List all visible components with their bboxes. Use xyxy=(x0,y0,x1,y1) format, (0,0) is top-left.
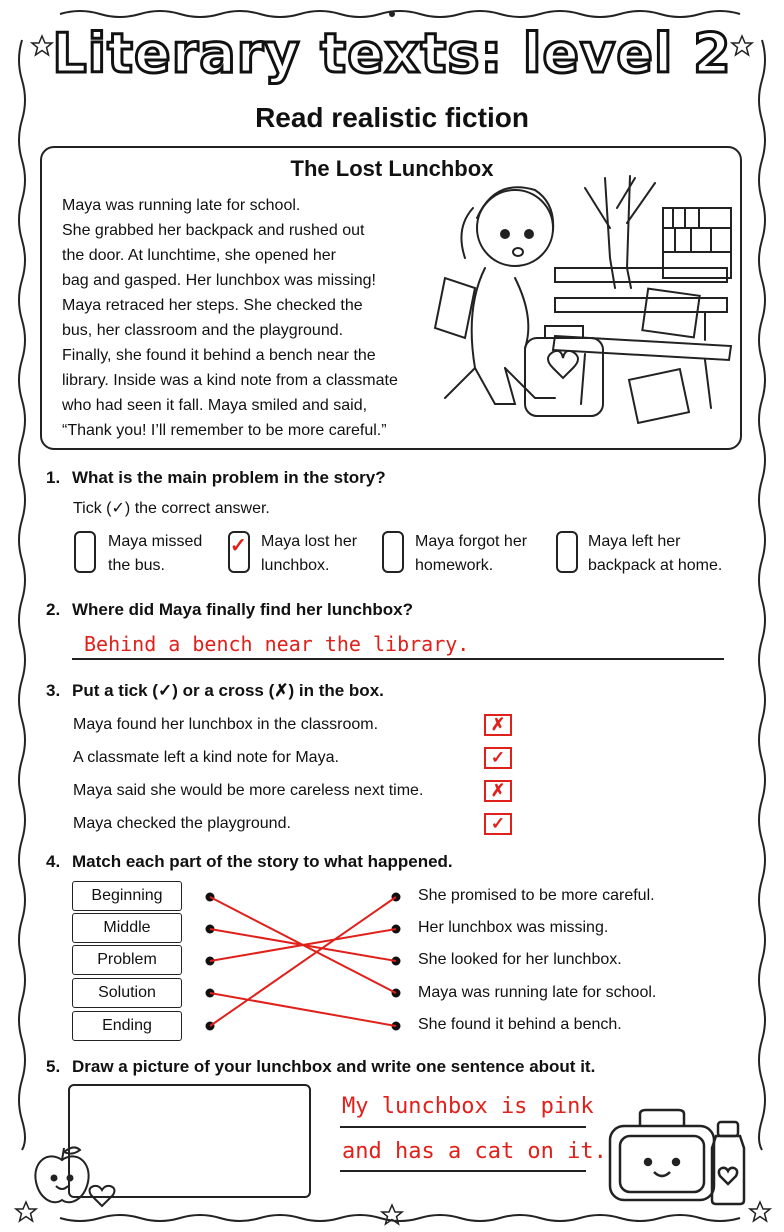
event-text: Her lunchbox was missing. xyxy=(418,919,609,936)
question-number: 2. xyxy=(46,600,61,619)
page-title: Literary texts: level 2 xyxy=(52,22,732,85)
match-dot-right[interactable] xyxy=(392,893,401,902)
option-line: homework. xyxy=(415,557,494,574)
match-dot-left[interactable] xyxy=(206,989,215,998)
statement: Maya found her lunchbox in the classroom. xyxy=(73,716,379,733)
event-text: She found it behind a bench. xyxy=(418,1016,622,1033)
match-dot-right[interactable] xyxy=(392,925,401,934)
page-subtitle: Read realistic fiction xyxy=(255,102,529,133)
mark-box[interactable]: ✓ xyxy=(484,813,512,835)
option-line: Maya lost her xyxy=(261,533,358,550)
statement: Maya said she would be more careless next time. xyxy=(73,782,424,799)
match-line xyxy=(210,929,396,961)
statement: Maya checked the playground. xyxy=(73,815,291,832)
match-dot-left[interactable] xyxy=(206,893,215,902)
option-line: Maya forgot her xyxy=(415,533,528,550)
story-line: She grabbed her backpack and rushed out xyxy=(62,222,365,239)
answer-checkbox[interactable] xyxy=(382,531,404,573)
match-line xyxy=(210,897,396,1026)
story-illustration xyxy=(405,168,735,440)
story-line: bag and gasped. Her lunchbox was missing! xyxy=(62,272,376,289)
apple-icon xyxy=(30,1142,94,1208)
bottle-icon xyxy=(706,1120,750,1206)
story-part-box[interactable]: Ending xyxy=(72,1011,182,1041)
question-5 xyxy=(46,1057,595,1077)
lunchbox-icon xyxy=(606,1108,718,1204)
answer-checkbox[interactable] xyxy=(228,531,250,573)
question-3 xyxy=(46,681,384,701)
question-text: Draw a picture of your lunchbox and write one sentence about it. xyxy=(72,1057,596,1076)
sentence-line-2[interactable]: and has a cat on it. xyxy=(342,1139,607,1164)
option-line: the bus. xyxy=(108,557,165,574)
story-text xyxy=(62,193,412,443)
option-line: Maya left her xyxy=(588,533,681,550)
question-1 xyxy=(46,468,386,488)
story-line: “Thank you! I’ll remember to be more careful.” xyxy=(62,422,387,439)
match-line xyxy=(210,929,396,961)
drawing-box[interactable] xyxy=(68,1084,311,1198)
star-icon xyxy=(748,1200,772,1224)
story-part-box[interactable]: Middle xyxy=(72,913,182,943)
match-dot-right[interactable] xyxy=(392,1022,401,1031)
check-mark: ✓ xyxy=(230,535,247,557)
sentence-line-1[interactable]: My lunchbox is pink xyxy=(342,1094,594,1119)
question-text: Where did Maya finally find her lunchbox? xyxy=(72,600,413,619)
match-dot-left[interactable] xyxy=(206,925,215,934)
option-line: Maya missed xyxy=(108,533,203,550)
question-text: Put a tick (✓) or a cross (✗) in the box. xyxy=(72,681,384,700)
star-icon xyxy=(380,1203,404,1227)
match-line xyxy=(210,993,396,1026)
statement: A classmate left a kind note for Maya. xyxy=(73,749,339,766)
answer-q2[interactable]: Behind a bench near the library. xyxy=(84,632,470,656)
story-line: Maya was running late for school. xyxy=(62,197,301,214)
story-line: who had seen it fall. Maya smiled and said, xyxy=(62,397,368,414)
story-title: The Lost Lunchbox xyxy=(290,156,494,181)
question-2 xyxy=(46,600,413,620)
q1-instruction: Tick (✓) the correct answer. xyxy=(73,500,270,517)
heart-icon xyxy=(88,1184,116,1208)
option-line: backpack at home. xyxy=(588,557,723,574)
option-line: lunchbox. xyxy=(261,557,330,574)
match-dot-right[interactable] xyxy=(392,989,401,998)
answer-option xyxy=(415,530,527,578)
event-text: She looked for her lunchbox. xyxy=(418,951,622,968)
question-text: Match each part of the story to what happened. xyxy=(72,852,453,871)
answer-line xyxy=(72,658,724,660)
story-line: Finally, she found it behind a bench near the xyxy=(62,347,376,364)
mark-box[interactable]: ✗ xyxy=(484,780,512,802)
question-number: 5. xyxy=(46,1057,61,1076)
answer-option xyxy=(588,530,722,578)
answer-option xyxy=(261,530,357,578)
match-dot-right[interactable] xyxy=(392,957,401,966)
story-line: bus, her classroom and the playground. xyxy=(62,322,344,339)
story-line: library. Inside was a kind note from a classmate xyxy=(62,372,398,389)
answer-line xyxy=(340,1170,586,1172)
answer-line xyxy=(340,1126,586,1128)
question-number: 4. xyxy=(46,852,61,871)
mark-box[interactable]: ✓ xyxy=(484,747,512,769)
question-text: What is the main problem in the story? xyxy=(72,468,386,487)
story-part-box[interactable]: Problem xyxy=(72,945,182,975)
event-text: She promised to be more careful. xyxy=(418,887,655,904)
match-dot-left[interactable] xyxy=(206,1022,215,1031)
story-part-box[interactable]: Beginning xyxy=(72,881,182,911)
story-part-box[interactable]: Solution xyxy=(72,978,182,1008)
question-4 xyxy=(46,852,453,872)
event-text: Maya was running late for school. xyxy=(418,984,657,1001)
question-number: 1. xyxy=(46,468,61,487)
story-line: Maya retraced her steps. She checked the xyxy=(62,297,363,314)
match-dot-left[interactable] xyxy=(206,957,215,966)
story-line: the door. At lunchtime, she opened her xyxy=(62,247,336,264)
mark-box[interactable]: ✗ xyxy=(484,714,512,736)
answer-checkbox[interactable] xyxy=(74,531,96,573)
question-number: 3. xyxy=(46,681,61,700)
answer-checkbox[interactable] xyxy=(556,531,578,573)
answer-option xyxy=(108,530,202,578)
match-line xyxy=(210,897,396,993)
